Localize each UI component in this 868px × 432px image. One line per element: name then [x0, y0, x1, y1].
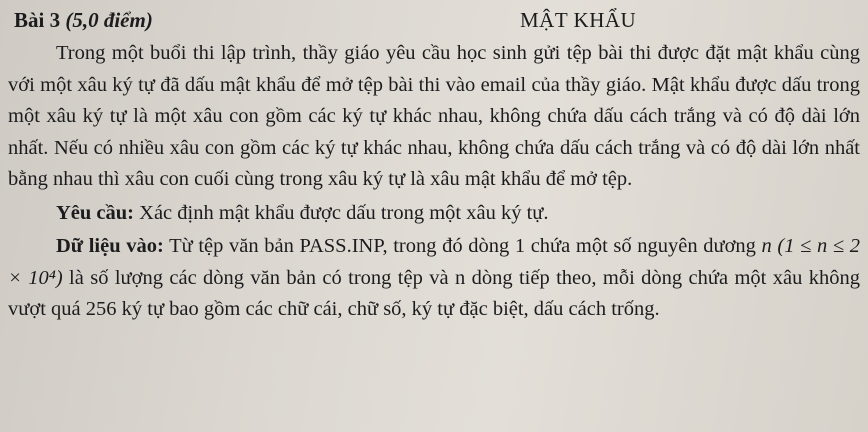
- intro-paragraph: Trong một buổi thi lập trình, thầy giáo yêu cầu học sinh gửi tệp bài thi được đặt mật khẩu cùng với một xâu ký tự đã dấu mật khẩu để mở tệp bài thi vào email của thầy giáo. Mật khẩu được dấu trong một xâu ký tự là một xâu con gồm các ký tự khác nhau, không chứa dấu cách trắng và có độ dài lớn nhất. Nếu có nhiều xâu con gồm các ký tự khác nhau, không chứa dấu cách trắng và có độ dài lớn nhất bằng nhau thì xâu con cuối cùng trong xâu ký tự là xâu mật khẩu để mở tệp.: [8, 42, 860, 190]
- input-label: Dữ liệu vào:: [56, 235, 164, 257]
- input-constraint-math: n (1 ≤ n ≤ 2 × 10⁴): [8, 235, 860, 289]
- problem-title: MẬT KHẨU: [520, 8, 637, 32]
- requirement-text: Xác định mật khẩu được dấu trong một xâu ký tự.: [134, 201, 549, 224]
- problem-number: Bài 3: [14, 8, 61, 32]
- problem-points: (5,0 điểm): [65, 8, 153, 32]
- input-text-after: là số lượng các dòng văn bản có trong tệp và n dòng tiếp theo, mỗi dòng chứa một xâu không vượt quá 256 ký tự bao gồm các chữ cái, chữ số, ký tự đặc biệt, dấu cách trống.: [8, 266, 860, 320]
- problem-label: [14, 8, 153, 33]
- requirement-label: Yêu cầu:: [56, 201, 135, 224]
- input-paragraph: [8, 231, 860, 326]
- input-text-before: Từ tệp văn bản PASS.INP, trong đó dòng 1 chứa một số nguyên dương: [163, 235, 762, 257]
- problem-header: [8, 4, 860, 38]
- requirement-paragraph: [8, 198, 860, 230]
